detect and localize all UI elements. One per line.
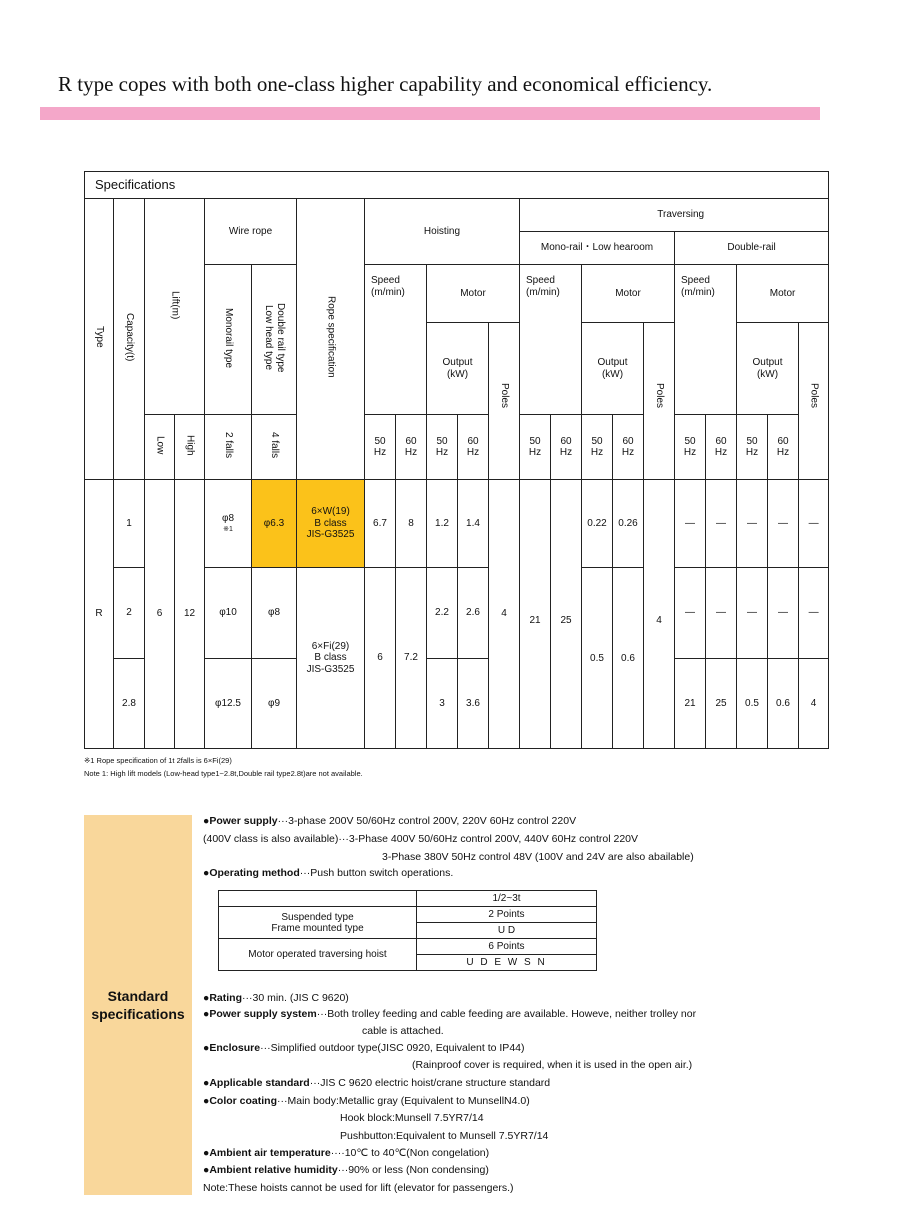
cell-lift-high: 12 <box>175 480 205 749</box>
op-udewsn: U D E W S N <box>417 955 597 971</box>
header-lift-low: Low <box>145 415 175 480</box>
op-2-points: 2 Points <box>417 907 597 923</box>
header-hoist-poles: Poles <box>489 323 520 480</box>
cell-monorail-rope: φ8 ※1 <box>205 480 252 568</box>
header-hoisting: Hoisting <box>365 199 520 265</box>
power-supply-line-3: 3-Phase 380V 50Hz control 48V (100V and 24V are also abailable) <box>382 851 694 863</box>
power-supply-system: ●Power supply system···Both trolley feeding and cable feeding are available. Howeve, neither trolley nor <box>203 1008 697 1020</box>
enclosure-line-2: (Rainproof cover is required, when it is used in the open air.) <box>412 1059 693 1071</box>
operating-method: ●Operating method···Push button switch operations. <box>203 867 454 879</box>
cell-capacity: 2.8 <box>114 659 145 749</box>
ambient-temperature: ●Ambient air temperature····10℃ to 40℃(Non congelation) <box>203 1147 490 1159</box>
cell-dash: — <box>799 568 829 659</box>
header-mono-low: Mono-rail・Low hearoom <box>520 232 675 265</box>
hz-label: 60 Hz <box>458 415 489 480</box>
hz-label: 60 Hz <box>551 415 582 480</box>
header-capacity: Capacity(t) <box>114 199 145 480</box>
header-double-output: Output (kW) <box>737 323 799 415</box>
hz-label: 50 Hz <box>582 415 613 480</box>
cell-mono-output: 0.6 <box>613 568 644 749</box>
header-mono-output: Output (kW) <box>582 323 644 415</box>
table-title: Specifications <box>85 172 829 199</box>
hz-label: 50 Hz <box>675 415 706 480</box>
cell-rope-spec-highlight: 6×W(19) B class JIS-G3525 <box>297 480 365 568</box>
operating-method-table <box>218 890 597 971</box>
header-wire-rope: Wire rope <box>205 199 297 265</box>
page-headline: R type copes with both one-class higher capability and economical efficiency. <box>58 72 713 96</box>
cell-capacity: 2 <box>114 568 145 659</box>
hz-label: 60 Hz <box>396 415 427 480</box>
hz-label: 60 Hz <box>768 415 799 480</box>
cell-rope-spec: 6×Fi(29) B class JIS-G3525 <box>297 568 365 749</box>
header-hoist-speed: Speed (m/min) <box>365 265 427 415</box>
header-hoist-output: Output (kW) <box>427 323 489 415</box>
ambient-humidity: ●Ambient relative humidity···90% or less (Non condensing) <box>203 1164 489 1176</box>
cell-double-output: 0.5 <box>737 659 768 749</box>
cell-capacity: 1 <box>114 480 145 568</box>
header-type: Type <box>85 199 114 480</box>
header-monorail-type: Monorail type <box>205 265 252 415</box>
cell-double-rope: φ9 <box>252 659 297 749</box>
cell-dash: — <box>768 480 799 568</box>
cell-double-speed: 21 <box>675 659 706 749</box>
cell-dash: — <box>799 480 829 568</box>
note-2: Note 1: High lift models (Low-head type1~2.8t,Double rail type2.8t)are not available. <box>84 769 363 778</box>
cell-dash: — <box>706 480 737 568</box>
enclosure: ●Enclosure···Simplified outdoor type(JISC 0920, Equivalent to IP44) <box>203 1042 525 1054</box>
hz-label: 50 Hz <box>520 415 551 480</box>
cell-hoist-output: 3.6 <box>458 659 489 749</box>
cell-hoist-output: 3 <box>427 659 458 749</box>
hz-label: 50 Hz <box>737 415 768 480</box>
hz-label: 60 Hz <box>706 415 737 480</box>
cell-hoist-output: 1.4 <box>458 480 489 568</box>
color-coating-line-3: Pushbutton:Equivalent to Munsell 7.5YR7/14 <box>340 1130 549 1142</box>
header-hoist-motor: Motor <box>427 265 520 323</box>
cell-mono-output: 0.5 <box>582 568 613 749</box>
rating: ●Rating···30 min. (JIS C 9620) <box>203 992 349 1004</box>
cell-double-rope-highlight: φ6.3 <box>252 480 297 568</box>
header-double-rail: Double-rail <box>675 232 829 265</box>
cell-hoist-speed: 8 <box>396 480 427 568</box>
hz-label: 50 Hz <box>365 415 396 480</box>
hz-label: 50 Hz <box>427 415 458 480</box>
color-coating: ●Color coating···Main body:Metallic gray (Equivalent to MunsellN4.0) <box>203 1095 530 1107</box>
cell-dash: — <box>675 568 706 659</box>
power-supply-line-1: ●Power supply···3-phase 200V 50/60Hz control 200V, 220V 60Hz control 220V <box>203 815 577 827</box>
op-empty-cell <box>219 891 417 907</box>
op-suspended-frame: Suspended type Frame mounted type <box>219 907 417 939</box>
power-supply-system-line-2: cable is attached. <box>362 1025 444 1037</box>
header-mono-speed: Speed (m/min) <box>520 265 582 415</box>
header-4-falls: 4 falls <box>252 415 297 480</box>
cell-dash: — <box>737 480 768 568</box>
cell-mono-speed: 25 <box>551 480 582 749</box>
header-traversing: Traversing <box>520 199 829 232</box>
header-mono-poles: Poles <box>644 323 675 480</box>
applicable-standard: ●Applicable standard···JIS C 9620 electric hoist/crane structure standard <box>203 1077 551 1089</box>
cell-hoist-speed: 6 <box>365 568 396 749</box>
header-double-poles: Poles <box>799 323 829 480</box>
header-lift-high: High <box>175 415 205 480</box>
power-supply-line-2: (400V class is also available)···3-Phase 400V 50/60Hz control 200V, 440V 60Hz control 220V <box>203 833 639 845</box>
color-coating-line-2: Hook block:Munsell 7.5YR7/14 <box>340 1112 484 1124</box>
cell-double-speed: 25 <box>706 659 737 749</box>
cell-hoist-speed: 7.2 <box>396 568 427 749</box>
cell-dash: — <box>768 568 799 659</box>
header-double-speed: Speed (m/min) <box>675 265 737 415</box>
cell-dash: — <box>675 480 706 568</box>
cell-mono-poles: 4 <box>644 480 675 749</box>
standard-specifications-label: Standard specifications <box>84 815 192 1195</box>
cell-mono-speed: 21 <box>520 480 551 749</box>
cell-hoist-poles: 4 <box>489 480 520 749</box>
table-notes <box>84 754 363 780</box>
op-header: 1/2~3t <box>417 891 597 907</box>
cell-double-rope: φ8 <box>252 568 297 659</box>
op-motor-operated: Motor operated traversing hoist <box>219 939 417 971</box>
header-2-falls: 2 falls <box>205 415 252 480</box>
specifications-table <box>84 171 829 749</box>
note-1: ※1 Rope specification of 1t 2falls is 6×Fi(29) <box>84 756 232 765</box>
header-rope-spec: Rope specification <box>297 199 365 480</box>
cell-monorail-rope: φ10 <box>205 568 252 659</box>
cell-type: R <box>85 480 114 749</box>
cell-hoist-output: 2.2 <box>427 568 458 659</box>
header-double-motor: Motor <box>737 265 829 323</box>
op-ud: U D <box>417 923 597 939</box>
cell-lift-low: 6 <box>145 480 175 749</box>
pink-divider <box>40 107 820 120</box>
op-6-points: 6 Points <box>417 939 597 955</box>
cell-hoist-output: 1.2 <box>427 480 458 568</box>
cell-dash: — <box>706 568 737 659</box>
usage-note: Note:These hoists cannot be used for lift (elevator for passengers.) <box>203 1182 514 1194</box>
cell-hoist-speed: 6.7 <box>365 480 396 568</box>
cell-mono-output: 0.22 <box>582 480 613 568</box>
cell-dash: — <box>737 568 768 659</box>
hz-label: 60 Hz <box>613 415 644 480</box>
cell-double-output: 0.6 <box>768 659 799 749</box>
header-mono-motor: Motor <box>582 265 675 323</box>
header-lift: Lift(m) <box>145 199 205 415</box>
cell-mono-output: 0.26 <box>613 480 644 568</box>
cell-hoist-output: 2.6 <box>458 568 489 659</box>
cell-double-poles: 4 <box>799 659 829 749</box>
header-double-rail-type: Double rail type Low head type <box>252 265 297 415</box>
cell-monorail-rope: φ12.5 <box>205 659 252 749</box>
